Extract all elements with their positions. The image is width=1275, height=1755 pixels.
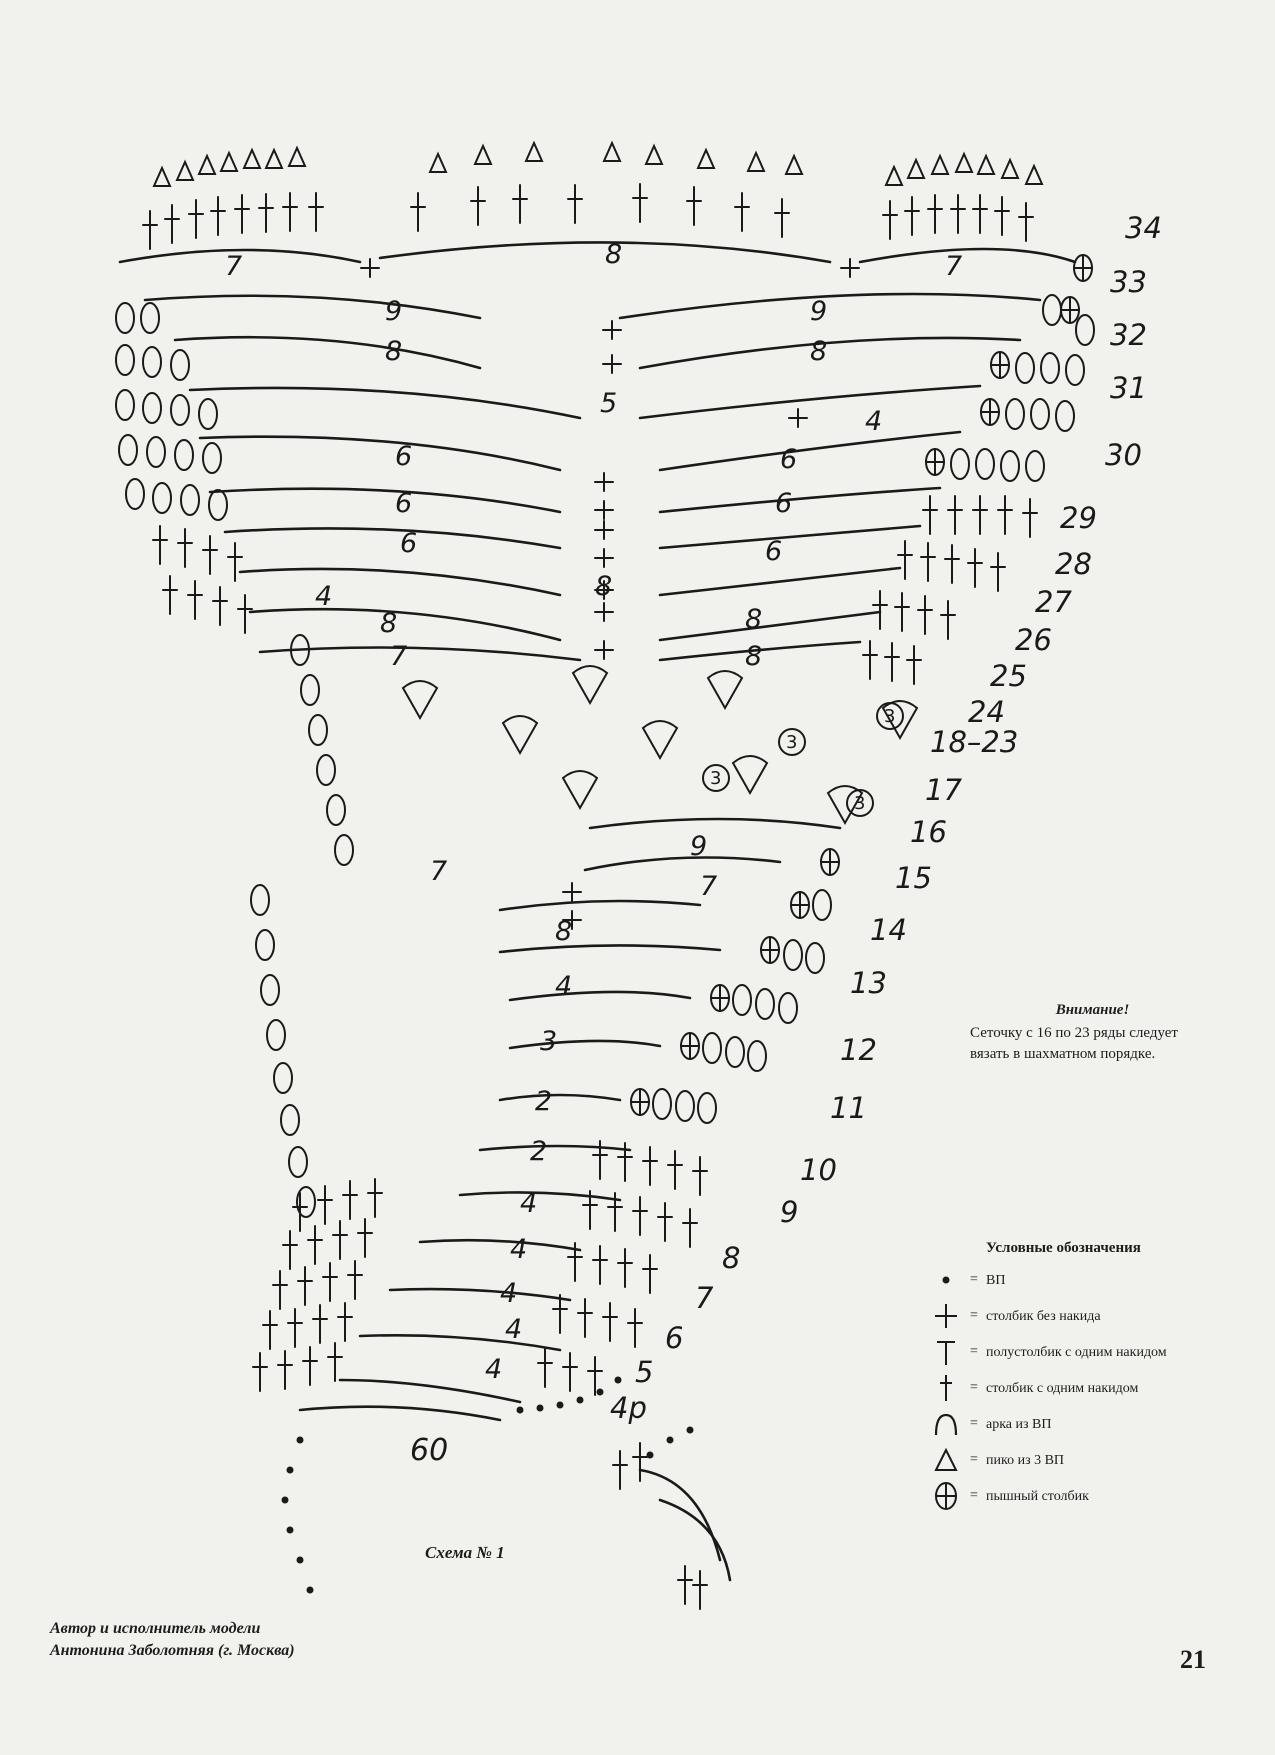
- row-number: 4р: [610, 1391, 647, 1425]
- count-r8: 4: [510, 1234, 528, 1265]
- row-number: 31: [1110, 371, 1147, 405]
- legend-item: = ВП: [930, 1265, 1230, 1295]
- chain-arch-icon: [930, 1409, 962, 1439]
- page-number: 21: [1180, 1645, 1206, 1674]
- row-number: 15: [895, 861, 932, 895]
- legend-item: = пышный столбик: [930, 1481, 1230, 1511]
- row-number: 8: [722, 1241, 741, 1275]
- legend-item: = пико из 3 ВП: [930, 1445, 1230, 1475]
- attention-text: Сеточку с 16 по 23 ряды следует вязать в шахматном порядке.: [970, 1025, 1178, 1062]
- count-r33-right: 9: [810, 296, 828, 327]
- picot-label: 3: [786, 732, 798, 753]
- count-r32-left: 8: [385, 336, 403, 367]
- count-r29-left: 6: [395, 488, 413, 519]
- count-r26-left: 8: [380, 608, 398, 639]
- picot-label: 3: [710, 768, 722, 789]
- row-number: 6: [665, 1321, 684, 1355]
- count-r33-left: 9: [385, 296, 403, 327]
- row-number: 5: [635, 1355, 654, 1389]
- author-line-1: Автор и исполнитель модели: [50, 1620, 261, 1637]
- row-number: 33: [1110, 265, 1147, 299]
- legend-label: пико из 3 ВП: [986, 1452, 1065, 1468]
- attention-note: [970, 1000, 1215, 1065]
- count-r16-right: 9: [690, 831, 708, 862]
- double-crochet-icon: [930, 1373, 962, 1403]
- picot-label: 3: [854, 793, 866, 814]
- count-top-right: 7: [945, 251, 963, 282]
- count-top-mid: 8: [605, 239, 623, 270]
- count-r27-right: 8: [595, 571, 613, 602]
- row-34-stitches: [143, 184, 1033, 249]
- count-r25-left: 7: [390, 641, 408, 672]
- row-number: 18–23: [930, 725, 1019, 759]
- row-number: 17: [925, 773, 962, 807]
- row-number: 16: [910, 815, 947, 849]
- chain-dot-icon: [930, 1265, 962, 1295]
- count-r31-right: 4: [865, 406, 883, 437]
- count-r27-left: 4: [315, 581, 333, 612]
- count-r30-left: 6: [395, 441, 413, 472]
- row-number: 24: [968, 695, 1005, 729]
- count-r12: 3: [540, 1026, 558, 1057]
- legend-title: Условные обозначения: [986, 1240, 1141, 1256]
- count-r14: 8: [555, 916, 573, 947]
- legend-item: = столбик с одним накидом: [930, 1373, 1230, 1403]
- row-number: 34: [1125, 211, 1162, 245]
- row-number: 13: [850, 966, 887, 1000]
- count-top-left: 7: [225, 251, 243, 282]
- count-r28-left: 6: [400, 528, 418, 559]
- row-number: 26: [1015, 623, 1052, 657]
- legend-label: пышный столбик: [986, 1488, 1089, 1504]
- count-r30-right: 6: [780, 444, 798, 475]
- legend-item: = арка из ВП: [930, 1409, 1230, 1439]
- base-chain-count: 60: [410, 1433, 449, 1468]
- count-r25-right: 8: [745, 641, 763, 672]
- row-number: 14: [870, 913, 907, 947]
- count-r15-left: 7: [430, 856, 448, 887]
- half-double-crochet-icon: [930, 1337, 962, 1367]
- author-credit: [50, 1618, 295, 1662]
- puff-stitch-icon: [930, 1481, 962, 1511]
- left-edge-chain-column: [116, 303, 353, 1217]
- row-number: 28: [1055, 547, 1092, 581]
- count-r32-right: 8: [810, 336, 828, 367]
- count-r5: 4: [485, 1354, 503, 1385]
- author-line-2: Антонина Заболотняя (г. Москва): [50, 1642, 295, 1659]
- legend-item: = полустолбик с одним накидом: [930, 1337, 1230, 1367]
- row-number: 25: [990, 659, 1027, 693]
- count-r28-right: 6: [765, 536, 783, 567]
- picot-3-labels: [703, 703, 903, 816]
- legend-label: полустолбик с одним накидом: [986, 1344, 1167, 1360]
- single-crochet-icon: [930, 1301, 962, 1331]
- attention-title: Внимание!: [1055, 1002, 1130, 1018]
- count-r26-right: 8: [745, 604, 763, 635]
- count-r13: 4: [555, 971, 573, 1002]
- count-r11: 2: [535, 1086, 553, 1117]
- row-number: 7: [695, 1281, 714, 1315]
- row-number: 11: [830, 1091, 867, 1125]
- row-number: 29: [1060, 501, 1097, 535]
- legend-label: столбик без накида: [986, 1308, 1101, 1324]
- picot-icon: [930, 1445, 962, 1475]
- row-number: 12: [840, 1033, 877, 1067]
- row-34-picots: [154, 143, 1042, 186]
- count-r10: 2: [530, 1136, 548, 1167]
- legend: [930, 1240, 1230, 1517]
- count-r31-left: 5: [600, 388, 618, 419]
- legend-label: арка из ВП: [986, 1416, 1052, 1432]
- scheme-label: Схема № 1: [425, 1543, 505, 1562]
- count-r29-right: 6: [775, 488, 793, 519]
- legend-item: = столбик без накида: [930, 1301, 1230, 1331]
- count-r15-right: 7: [700, 871, 718, 902]
- picot-label: 3: [884, 706, 896, 727]
- legend-label: ВП: [986, 1272, 1006, 1288]
- picot-arches: [403, 666, 917, 823]
- count-r6: 4: [505, 1314, 523, 1345]
- row-number: 32: [1110, 318, 1147, 352]
- count-r9: 4: [520, 1188, 538, 1219]
- row-number: 27: [1035, 585, 1072, 619]
- row-number: 10: [800, 1153, 837, 1187]
- count-r7: 4: [500, 1278, 518, 1309]
- legend-label: столбик с одним накидом: [986, 1380, 1139, 1396]
- row-number: 30: [1105, 438, 1142, 472]
- row-number: 9: [780, 1195, 799, 1229]
